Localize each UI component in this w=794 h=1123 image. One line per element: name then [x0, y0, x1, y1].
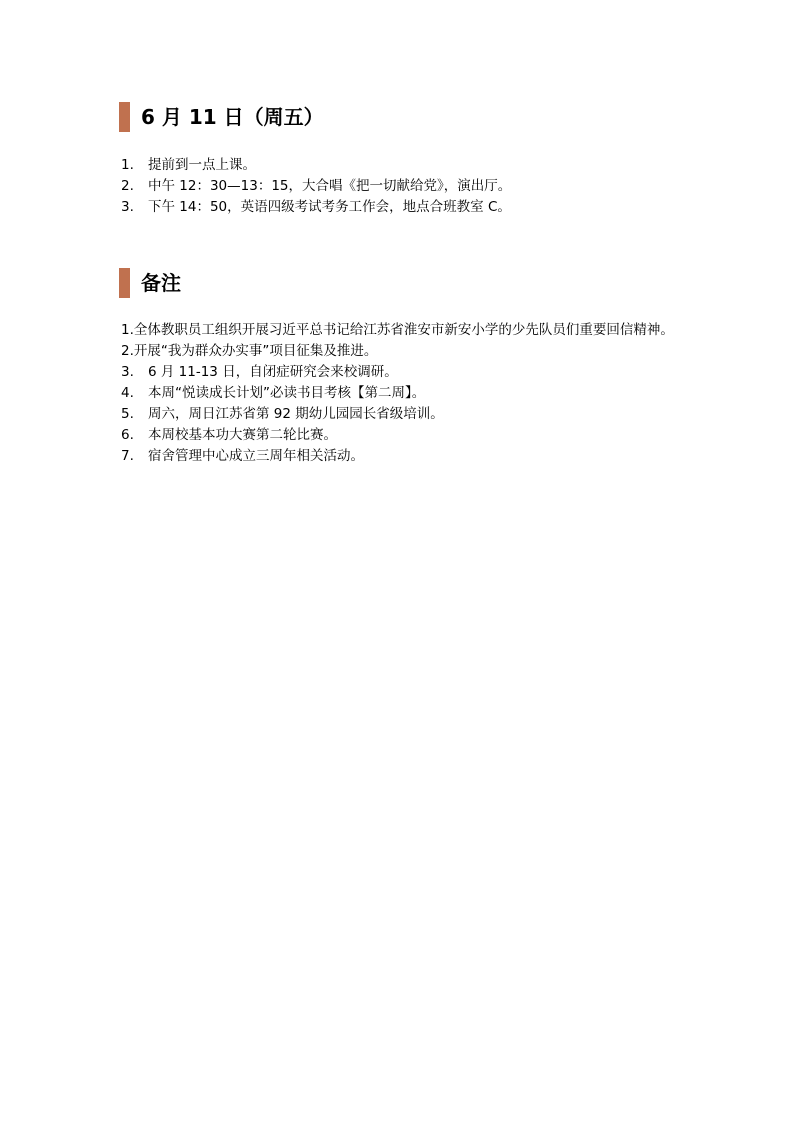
notes-heading	[119, 268, 181, 298]
list-item-text: 下午 14：50，英语四级考试考务工作会，地点合班教室 C。	[148, 199, 511, 215]
heading-accent-bar	[119, 268, 130, 298]
notes-heading-text: 备注	[141, 271, 181, 295]
list-item-text: 中午 12：30—13：15，大合唱《把一切献给党》，演出厅。	[148, 178, 512, 194]
list-item-text: 6 月 11-13 日，自闭症研究会来校调研。	[148, 364, 398, 380]
list-number: 1.	[121, 157, 134, 173]
notes-list	[121, 320, 681, 467]
schedule-item	[121, 197, 511, 218]
note-item	[121, 404, 681, 425]
schedule-item	[121, 155, 511, 176]
list-number: 5.	[121, 406, 134, 422]
list-number: 2.	[121, 178, 134, 194]
heading-accent-bar	[119, 102, 130, 132]
list-number: 4.	[121, 385, 134, 401]
schedule-heading	[119, 102, 324, 132]
list-item-text: 周六，周日江苏省第 92 期幼儿园园长省级培训。	[148, 406, 444, 422]
note-item	[121, 341, 681, 362]
list-item-text: 宿舍管理中心成立三周年相关活动。	[148, 448, 364, 464]
list-item-text: 本周校基本功大赛第二轮比赛。	[148, 427, 337, 443]
list-number: 7.	[121, 448, 134, 464]
list-item-text: 本周“悦读成长计划”必读书目考核【第二周】。	[148, 385, 426, 401]
note-item	[121, 446, 681, 467]
schedule-list	[121, 155, 511, 218]
schedule-heading-text: 6 月 11 日（周五）	[141, 105, 324, 129]
list-item-text: 全体教职员工组织开展习近平总书记给江苏省淮安市新安小学的少先队员们重要回信精神。	[133, 322, 674, 338]
note-item	[121, 425, 681, 446]
list-number: 3.	[121, 199, 134, 215]
list-number: 2.	[121, 343, 134, 359]
list-number: 6.	[121, 427, 134, 443]
note-item	[121, 320, 681, 341]
note-item	[121, 362, 681, 383]
list-item-text: 提前到一点上课。	[148, 157, 256, 173]
schedule-item	[121, 176, 511, 197]
note-item	[121, 383, 681, 404]
list-number: 1.	[121, 322, 134, 338]
list-number: 3.	[121, 364, 134, 380]
list-item-text: 开展“我为群众办实事”项目征集及推进。	[133, 343, 378, 359]
